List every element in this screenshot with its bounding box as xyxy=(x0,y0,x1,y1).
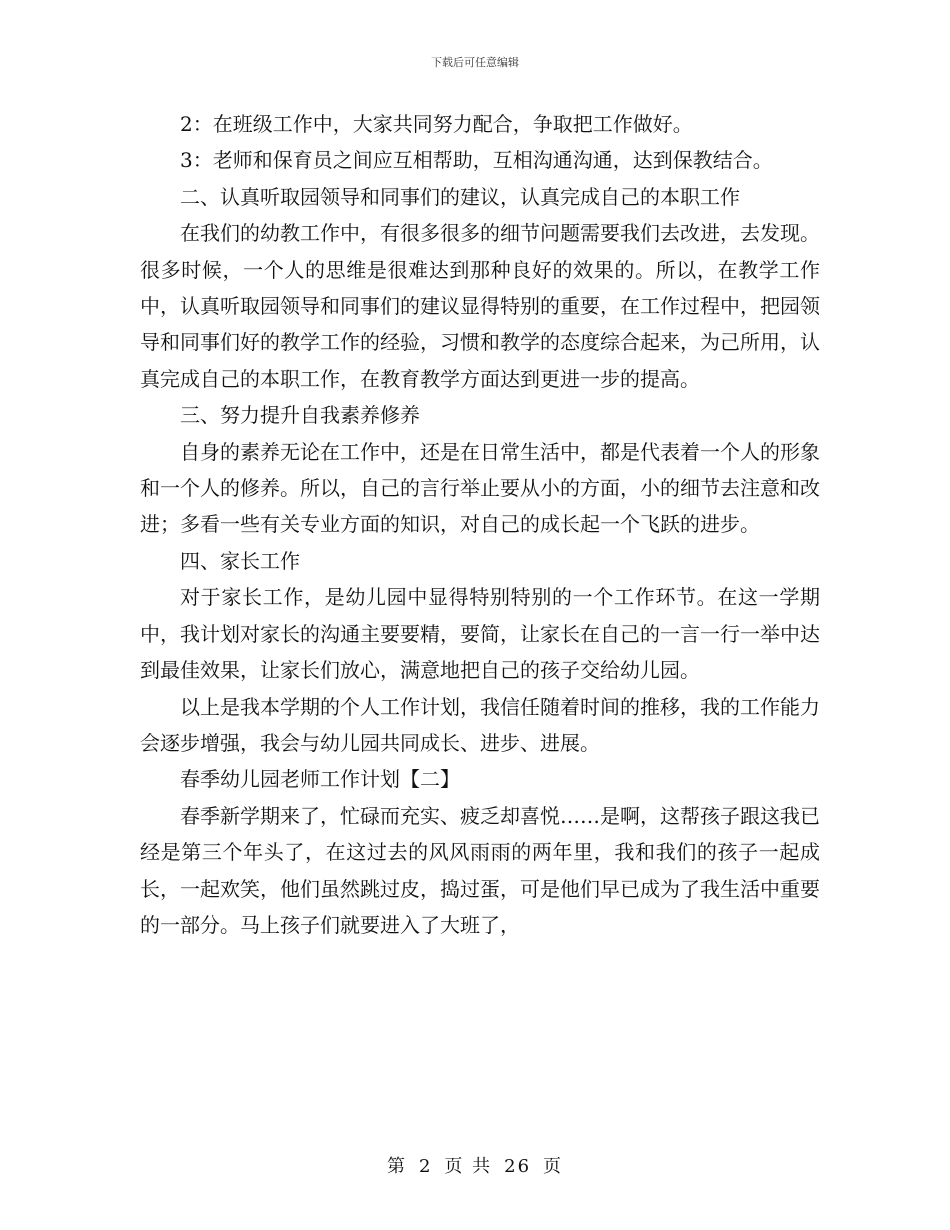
section-heading-4: 四、家长工作 xyxy=(180,548,300,573)
footer-suffix: 页 xyxy=(543,1156,564,1177)
paragraph-2: 3：老师和保育员之间应互相帮助，互相沟通沟通，达到保教结合。 xyxy=(180,148,773,173)
paragraph-6: 以上是我本学期的个人工作计划，我信任随着时间的推移，我的工作能力会逐步增强，我会与幼儿园共同成长、进步、进展。 xyxy=(140,694,820,755)
section-heading-2: 二、认真听取园领导和同事们的建议，认真完成自己的本职工作 xyxy=(180,184,740,209)
paragraph-3: 在我们的幼教工作中，有很多很多的细节问题需要我们去改进，去发现。很多时候，一个人的思维是很难达到那种良好的效果的。所以，在教学工作中，认真听取园领导和同事们的建议显得特别的重要，在工作过程中，把园领导和同事们好的教学工作的经验，习惯和教学的态度综合起来，为己所用，认真完成自己的本职工作，在教育教学方面达到更进一步的提高。 xyxy=(140,221,820,391)
page-footer xyxy=(0,1152,950,1178)
paragraph-1: 2：在班级工作中，大家共同努力配合，争取把工作做好。 xyxy=(180,112,693,136)
paragraph-7: 春季新学期来了，忙碌而充实、疲乏却喜悦……是啊，这帮孩子跟这我已经是第三个年头了，在这过去的风风雨雨的两年里，我和我们的孩子一起成长，一起欢笑，他们虽然跳过皮，捣过蛋，可是他们早已成为了我生活中重要的一部分。马上孩子们就要进入了大班了， xyxy=(140,803,820,937)
section-heading-3: 三、努力提升自我素养修养 xyxy=(180,403,420,428)
paragraph-4: 自身的素养无论在工作中，还是在日常生活中，都是代表着一个人的形象和一个人的修养。所以，自己的言行举止要从小的方面，小的细节去注意和改进；多看一些有关专业方面的知识，对自己的成长起一个飞跃的进步。 xyxy=(140,439,820,537)
paragraph-5: 对于家长工作，是幼儿园中显得特别特别的一个工作环节。在这一学期中，我计划对家长的沟通主要要精，要简，让家长在自己的一言一行一举中达到最佳效果，让家长们放心，满意地把自己的孩子交给幼儿园。 xyxy=(140,585,820,683)
footer-prefix: 第 xyxy=(386,1156,407,1177)
footer-total-pages: 26 xyxy=(504,1156,532,1177)
article-title-2: 春季幼儿园老师工作计划【二】 xyxy=(180,767,460,792)
header-note: 下载后可任意编辑 xyxy=(431,56,519,69)
footer-page-number: 2 xyxy=(418,1156,433,1177)
document-body xyxy=(140,106,820,943)
footer-middle: 页 共 xyxy=(444,1156,493,1177)
